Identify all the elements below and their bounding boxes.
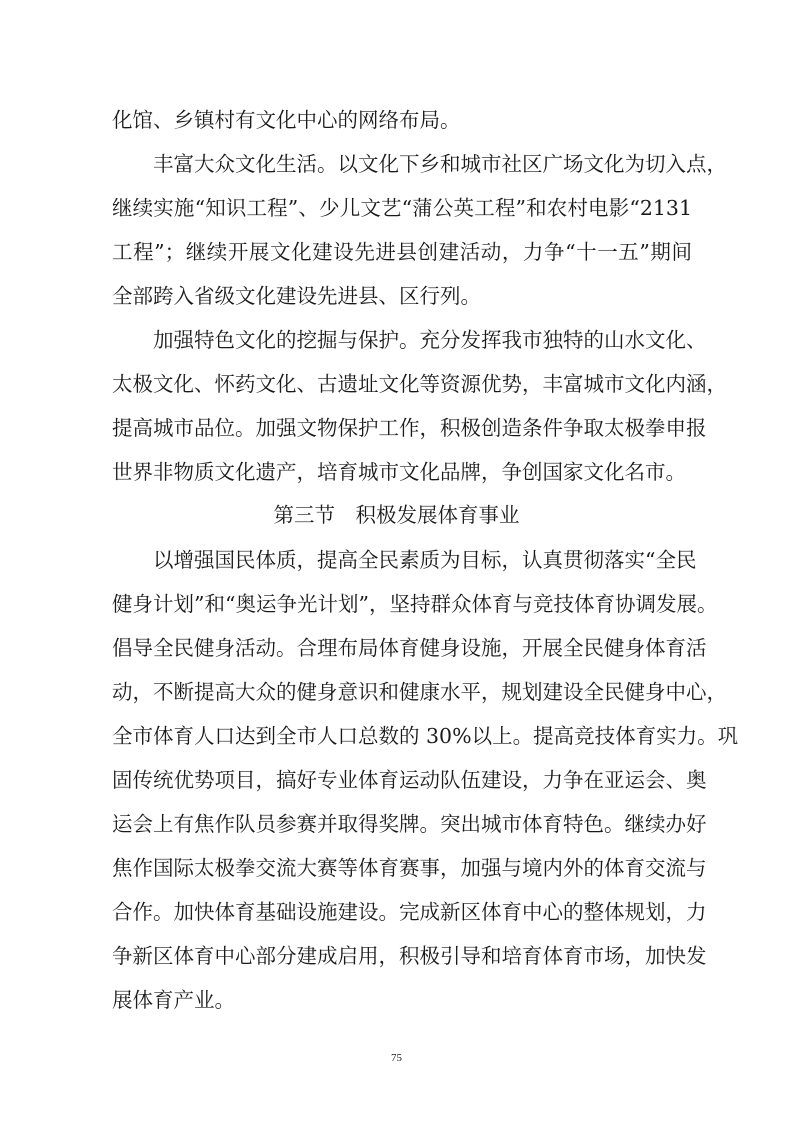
paragraph-sports-line-1: 以增强国民体质，提高全民素质为目标，认真贯彻落实“全民 — [153, 548, 697, 572]
paragraph-culture-life-line-1: 丰富大众文化生活。以文化下乡和城市社区广场文化为切入点， — [153, 152, 727, 176]
paragraph-sports-line-8: 焦作国际太极拳交流大赛等体育赛事，加强与境内外的体育交流与 — [112, 856, 707, 880]
section-heading: 第三节 积极发展体育事业 — [273, 503, 520, 527]
paragraph-culture-life-line-4: 全部跨入省级文化建设先进县、区行列。 — [112, 284, 481, 308]
paragraph-sports-line-7: 运会上有焦作队员参赛并取得奖牌。突出城市体育特色。继续办好 — [112, 812, 707, 836]
paragraph-special-culture-line-1: 加强特色文化的挖掘与保护。充分发挥我市独特的山水文化、 — [153, 328, 707, 352]
paragraph-culture-life-line-2: 继续实施“知识工程”、少儿文艺“蒲公英工程”和农村电影“2131 — [112, 196, 692, 220]
paragraph-sports-line-5: 全市体育人口达到全市人口总数的 30%以上。提高竞技体育实力。巩 — [112, 724, 739, 748]
paragraph-sports-line-2: 健身计划”和“奥运争光计划”，坚持群众体育与竞技体育协调发展。 — [112, 592, 718, 616]
paragraph-culture-life-line-3: 工程”；继续开展文化建设先进县创建活动，力争“十一五”期间 — [112, 240, 692, 264]
paragraph-sports-line-9: 合作。加快体育基础设施建设。完成新区体育中心的整体规划，力 — [112, 900, 707, 924]
page-number: 75 — [391, 1052, 402, 1064]
paragraph-sports-line-11: 展体育产业。 — [112, 988, 235, 1012]
paragraph-sports-line-4: 动，不断提高大众的健身意识和健康水平，规划建设全民健身中心， — [112, 680, 727, 704]
paragraph-special-culture-line-3: 提高城市品位。加强文物保护工作，积极创造条件争取太极拳申报 — [112, 416, 707, 440]
paragraph-special-culture-line-2: 太极文化、怀药文化、古遗址文化等资源优势，丰富城市文化内涵， — [112, 372, 727, 396]
text-line-1: 化馆、乡镇村有文化中心的网络布局。 — [112, 108, 461, 132]
paragraph-sports-line-6: 固传统优势项目，搞好专业体育运动队伍建设，力争在亚运会、奥 — [112, 768, 707, 792]
paragraph-sports-line-3: 倡导全民健身活动。合理布局体育健身设施，开展全民健身体育活 — [112, 636, 707, 660]
paragraph-sports-line-10: 争新区体育中心部分建成启用，积极引导和培育体育市场，加快发 — [112, 944, 707, 968]
paragraph-special-culture-line-4: 世界非物质文化遗产，培育城市文化品牌，争创国家文化名市。 — [112, 460, 686, 484]
